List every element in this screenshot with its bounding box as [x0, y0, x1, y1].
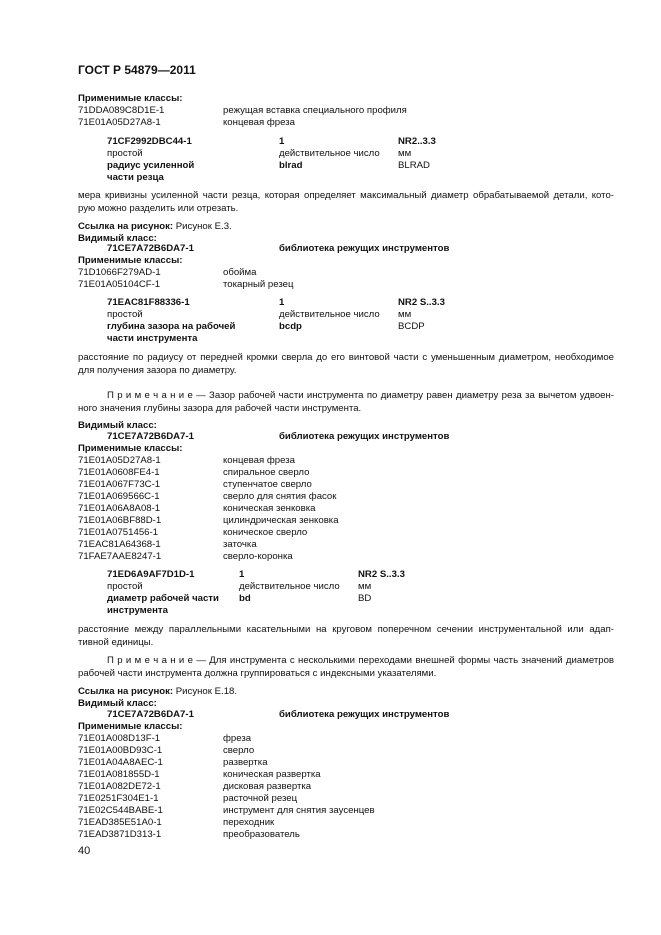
- definition-line: тивной единицы.: [78, 637, 154, 648]
- class-code: 71DDA089C8D1E-1: [78, 105, 165, 116]
- note-text: — Для инструмента с несколькими переходами внешней формы часть значений диаметров: [192, 655, 615, 666]
- property-datatype: действительное число: [279, 148, 380, 159]
- class-name: концевая фреза: [223, 117, 295, 128]
- class-name: дисковая развертка: [223, 781, 312, 792]
- visible-class-name: библиотека режущих инструментов: [279, 709, 450, 720]
- page-title: ГОСТ Р 54879—2011: [78, 63, 196, 77]
- definition-line: мера кривизны усиленной части резца, которая определяет максимальный диаметр обрабатываемой детали, кото-: [78, 190, 614, 201]
- definition-line: расстояние по радиусу от передней кромки сверла до его винтовой части с уменьшенным диаметром, необходимое: [78, 352, 614, 363]
- class-code: 71D1066F279AD-1: [78, 267, 161, 278]
- class-code: 71E01A081855D-1: [78, 769, 160, 780]
- property-unit: мм: [358, 581, 372, 592]
- property-name: диаметр рабочей части: [107, 593, 219, 604]
- property-kind: простой: [107, 581, 143, 592]
- figure-reference-value: Рисунок Е.3.: [175, 221, 232, 232]
- class-name: сверло для снятия фасок: [223, 491, 337, 502]
- property-abbr: BCDP: [398, 321, 425, 332]
- figure-reference-value: Рисунок Е.18.: [175, 686, 238, 697]
- figure-reference-label: Ссылка на рисунок:: [78, 221, 174, 232]
- property-name: радиус усиленной: [107, 160, 195, 171]
- property-unit: мм: [398, 148, 412, 159]
- class-code: 71E01A067F73C-1: [78, 479, 161, 490]
- class-code: 71E01A008D13F-1: [78, 733, 161, 744]
- note-paragraph: [78, 389, 614, 415]
- property-symbol: bd: [239, 593, 251, 604]
- class-name: коническая зенковка: [223, 503, 316, 514]
- class-name: режущая вставка специального профиля: [223, 105, 407, 116]
- applicable-classes-label: Применимые классы:: [78, 93, 183, 104]
- class-name: расточной резец: [223, 793, 298, 804]
- figure-reference-label: Ссылка на рисунок:: [78, 686, 174, 697]
- class-name: спиральное сверло: [223, 467, 310, 478]
- class-code: 71E01A082DE72-1: [78, 781, 161, 792]
- property-abbr: BD: [358, 593, 372, 604]
- note-line: ного значения глубины зазора для рабочей части инструмента.: [78, 403, 362, 414]
- property-code: 71EAC81F88336-1: [107, 297, 190, 308]
- property-version: 1: [239, 569, 245, 580]
- note-text: — Зазор рабочей части инструмента по диаметру равен диаметру реза за вычетом удвоен-: [192, 390, 614, 401]
- definition-line: для получения зазора по диаметру.: [78, 365, 237, 376]
- property-code: 71CF2992DBC44-1: [107, 136, 192, 147]
- property-id: NR2 S..3.3: [358, 569, 405, 580]
- note-word: П р и м е ч а н и е: [107, 390, 193, 401]
- property-unit: мм: [398, 309, 412, 320]
- property-abbr: BLRAD: [398, 160, 430, 171]
- definition-line: рую можно разделить или отрезать.: [78, 203, 239, 214]
- class-code: 71E01A0751456-1: [78, 527, 159, 538]
- note-paragraph: [78, 654, 614, 680]
- class-code: 71E01A0608FE4-1: [78, 467, 160, 478]
- class-code: 71E01A05D27A8-1: [78, 117, 161, 128]
- property-name-cont: части инструмента: [107, 333, 198, 344]
- class-name: заточка: [223, 539, 257, 550]
- applicable-classes-label: Применимые классы:: [78, 443, 183, 454]
- definition-paragraph: [78, 351, 614, 377]
- note-line: рабочей части инструмента должна группироваться с индексными указателями.: [78, 668, 437, 679]
- class-name: преобразователь: [223, 829, 300, 840]
- visible-class-label: Видимый класс:: [78, 420, 157, 431]
- property-kind: простой: [107, 309, 143, 320]
- property-code: 71ED6A9AF7D1D-1: [107, 569, 195, 580]
- class-code: 71E01A00BD93C-1: [78, 745, 163, 756]
- property-version: 1: [279, 297, 285, 308]
- note-line: [78, 654, 614, 667]
- class-name: токарный резец: [223, 279, 294, 290]
- class-code: 71EAC81A64368-1: [78, 539, 161, 550]
- note-line: [78, 389, 614, 402]
- property-symbol: blrad: [279, 160, 303, 171]
- class-code: 71E0251F304E1-1: [78, 793, 159, 804]
- class-name: коническое сверло: [223, 527, 308, 538]
- property-name-cont: инструмента: [107, 605, 168, 616]
- note-word: П р и м е ч а н и е: [107, 655, 193, 666]
- class-code: 71E01A069566C-1: [78, 491, 160, 502]
- class-name: переходник: [223, 817, 275, 828]
- class-code: 71E01A04A8AEC-1: [78, 757, 163, 768]
- property-symbol: bcdp: [279, 321, 302, 332]
- class-code: 71EAD3871D313-1: [78, 829, 162, 840]
- class-name: обойма: [223, 267, 257, 278]
- property-version: 1: [279, 136, 285, 147]
- class-code: 71E01A05D27A8-1: [78, 455, 161, 466]
- figure-reference: [78, 686, 237, 697]
- class-name: цилиндрическая зенковка: [223, 515, 339, 526]
- class-code: 71E02C544BABE-1: [78, 805, 163, 816]
- class-name: инструмент для снятия заусенцев: [223, 805, 375, 816]
- property-datatype: действительное число: [239, 581, 340, 592]
- class-name: развертка: [223, 757, 268, 768]
- definition-line: расстояние между параллельными касательными на круговом поперечном сечении инструментальной или адап-: [78, 624, 614, 635]
- class-name: фреза: [223, 733, 252, 744]
- property-kind: простой: [107, 148, 143, 159]
- class-code: 71E01A05104CF-1: [78, 279, 161, 290]
- class-name: сверло: [223, 745, 255, 756]
- property-name: глубина зазора на рабочей: [107, 321, 236, 332]
- class-code: 71EAD385E51A0-1: [78, 817, 162, 828]
- class-name: коническая развертка: [223, 769, 321, 780]
- property-name-cont: части резца: [107, 172, 164, 183]
- visible-class-code: 71CE7A72B6DA7-1: [107, 243, 194, 254]
- property-datatype: действительное число: [279, 309, 380, 320]
- applicable-classes-label: Применимые классы:: [78, 721, 183, 732]
- class-name: концевая фреза: [223, 455, 295, 466]
- visible-class-label: Видимый класс:: [78, 233, 157, 244]
- visible-class-code: 71CE7A72B6DA7-1: [107, 709, 194, 720]
- visible-class-name: библиотека режущих инструментов: [279, 243, 450, 254]
- class-code: 71E01A06A8A08-1: [78, 503, 161, 514]
- definition-paragraph: [78, 623, 614, 649]
- class-code: 71FAE7AAE8247-1: [78, 551, 162, 562]
- property-id: NR2 S..3.3: [398, 297, 445, 308]
- definition-paragraph: [78, 189, 614, 215]
- visible-class-code: 71CE7A72B6DA7-1: [107, 431, 194, 442]
- class-name: ступенчатое сверло: [223, 479, 312, 490]
- visible-class-name: библиотека режущих инструментов: [279, 431, 450, 442]
- visible-class-label: Видимый класс:: [78, 698, 157, 709]
- class-code: 71E01A06BF88D-1: [78, 515, 162, 526]
- page-number: 40: [78, 845, 91, 857]
- figure-reference: [78, 221, 232, 232]
- class-name: сверло-коронка: [223, 551, 293, 562]
- applicable-classes-label: Применимые классы:: [78, 255, 183, 266]
- property-id: NR2..3.3: [398, 136, 436, 147]
